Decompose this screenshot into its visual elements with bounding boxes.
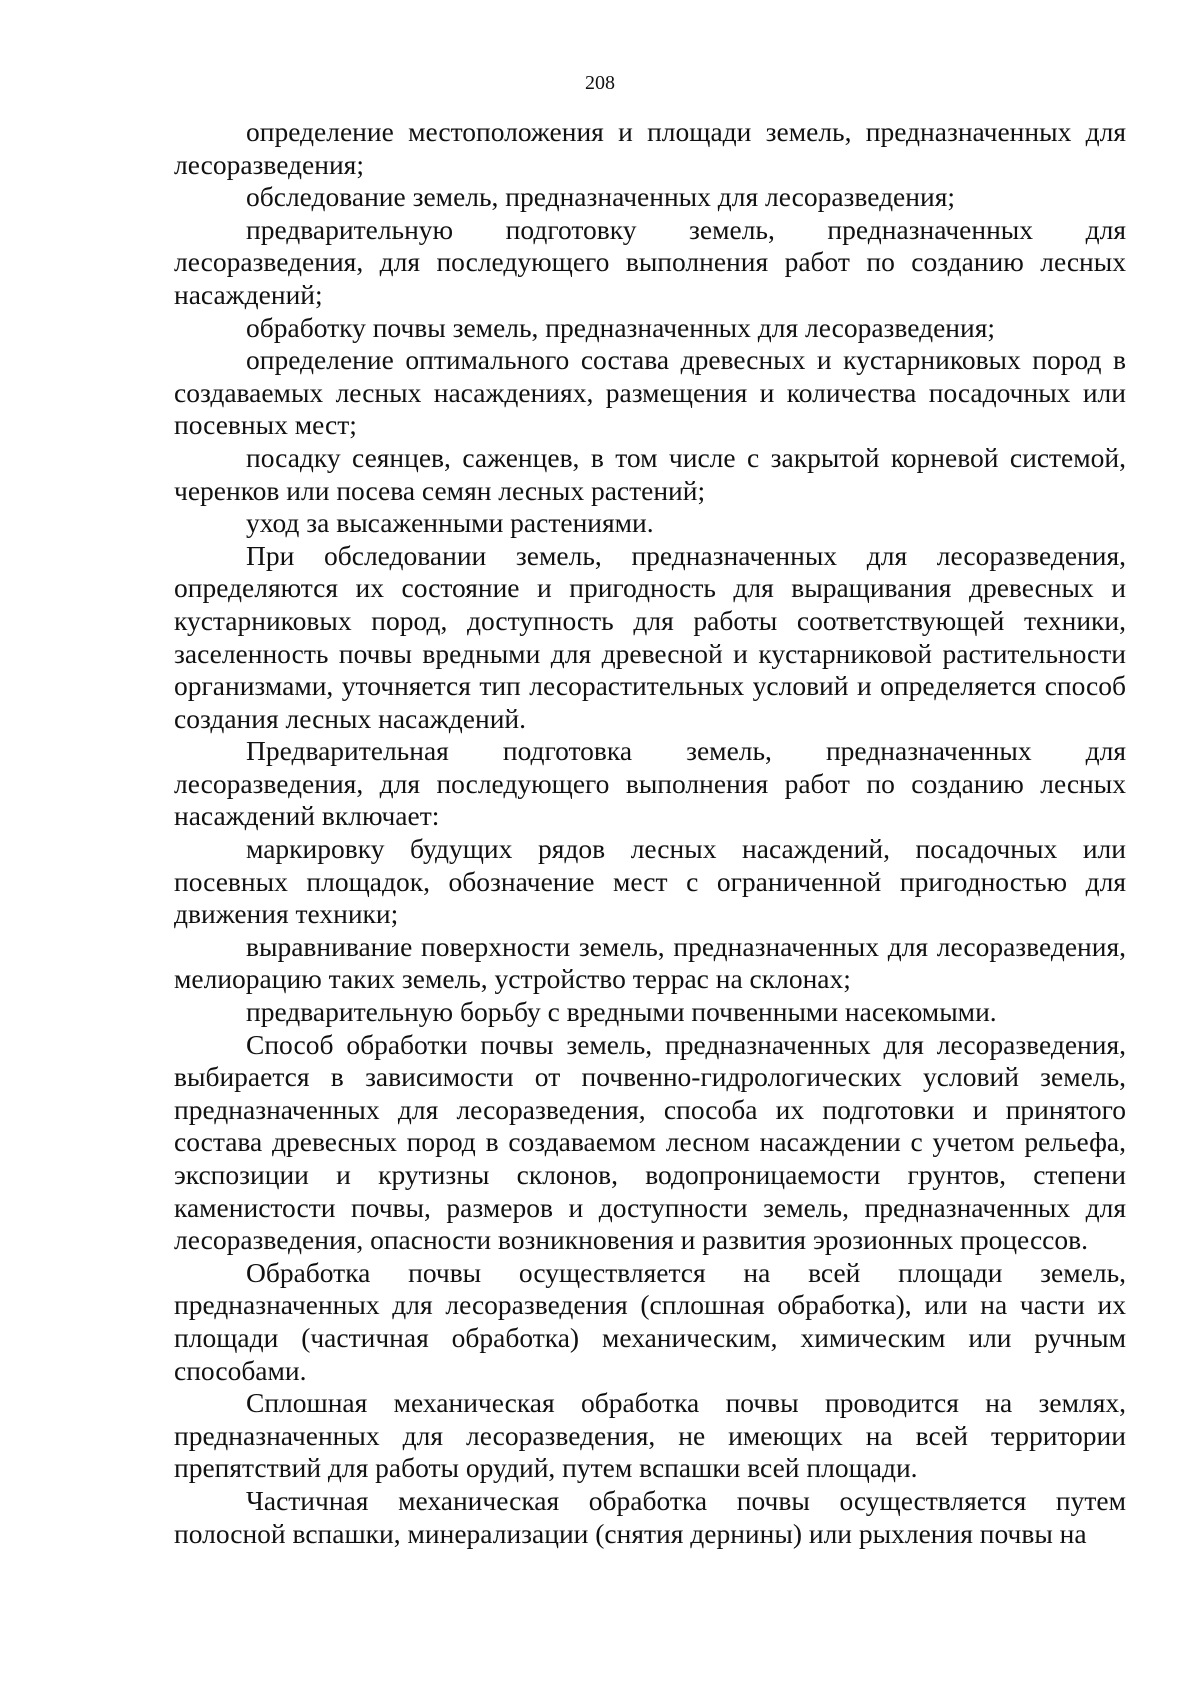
paragraph: уход за высаженными растениями. <box>246 507 654 539</box>
paragraph: Предварительная подготовка земель, предназначенных для лесоразведения, для последующего выполнения работ по созданию лесных насаждений включает: <box>174 735 1126 832</box>
paragraph: обработку почвы земель, предназначенных для лесоразведения; <box>246 311 995 343</box>
body-text <box>174 116 1126 1550</box>
paragraph: Сплошная механическая обработка почвы проводится на землях, предназначенных для лесоразведения, не имеющих на всей территории препятствий для работы орудий, путем вспашки всей площади. <box>174 1387 1126 1484</box>
paragraph: Частичная механическая обработка почвы осуществляется путем полосной вспашки, минерализации (снятия дернины) или рыхления почвы на <box>174 1484 1126 1549</box>
paragraph: маркировку будущих рядов лесных насаждений, посадочных или посевных площадок, обозначение мест с ограниченной пригодностью для движения техники; <box>174 833 1126 930</box>
paragraph: предварительную борьбу с вредными почвенными насекомыми. <box>246 996 997 1028</box>
paragraph: выравнивание поверхности земель, предназначенных для лесоразведения, мелиорацию таких земель, устройство террас на склонах; <box>174 930 1126 995</box>
paragraph: обследование земель, предназначенных для лесоразведения; <box>246 181 955 213</box>
paragraph: Способ обработки почвы земель, предназначенных для лесоразведения, выбирается в зависимости от почвенно-гидрологических условий земель, предназначенных для лесоразведения, способа их подготовки и принятого состава древесных пород в создаваемом лесном насаждении с учетом рельефа, экспозиции и крутизны склонов, водопроницаемости грунтов, степени каменистости почвы, размеров и доступности земель, предназначенных для лесоразведения, опасности возникновения и развития эрозионных процессов. <box>174 1028 1126 1256</box>
page-number: 208 <box>585 72 615 94</box>
paragraph: посадку сеянцев, саженцев, в том числе с закрытой корневой системой, черенков или посева семян лесных растений; <box>174 441 1126 506</box>
paragraph: При обследовании земель, предназначенных для лесоразведения, определяются их состояние и пригодность для выращивания древесных и кустарниковых пород, доступность для работы соответствующей техники, заселенность почвы вредными для древесной и кустарниковой растительности организмами, уточняется тип лесорастительных условий и определяется способ создания лесных насаждений. <box>174 539 1126 734</box>
paragraph: Обработка почвы осуществляется на всей площади земель, предназначенных для лесоразведения (сплошная обработка), или на части их площади (частичная обработка) механическим, химическим или ручным способами. <box>174 1256 1126 1386</box>
paragraph: определение оптимального состава древесных и кустарниковых пород в создаваемых лесных насаждениях, размещения и количества посадочных или посевных мест; <box>174 344 1126 441</box>
paragraph: предварительную подготовку земель, предназначенных для лесоразведения, для последующего выполнения работ по созданию лесных насаждений; <box>174 213 1126 310</box>
paragraph: определение местоположения и площади земель, предназначенных для лесоразведения; <box>174 116 1126 180</box>
